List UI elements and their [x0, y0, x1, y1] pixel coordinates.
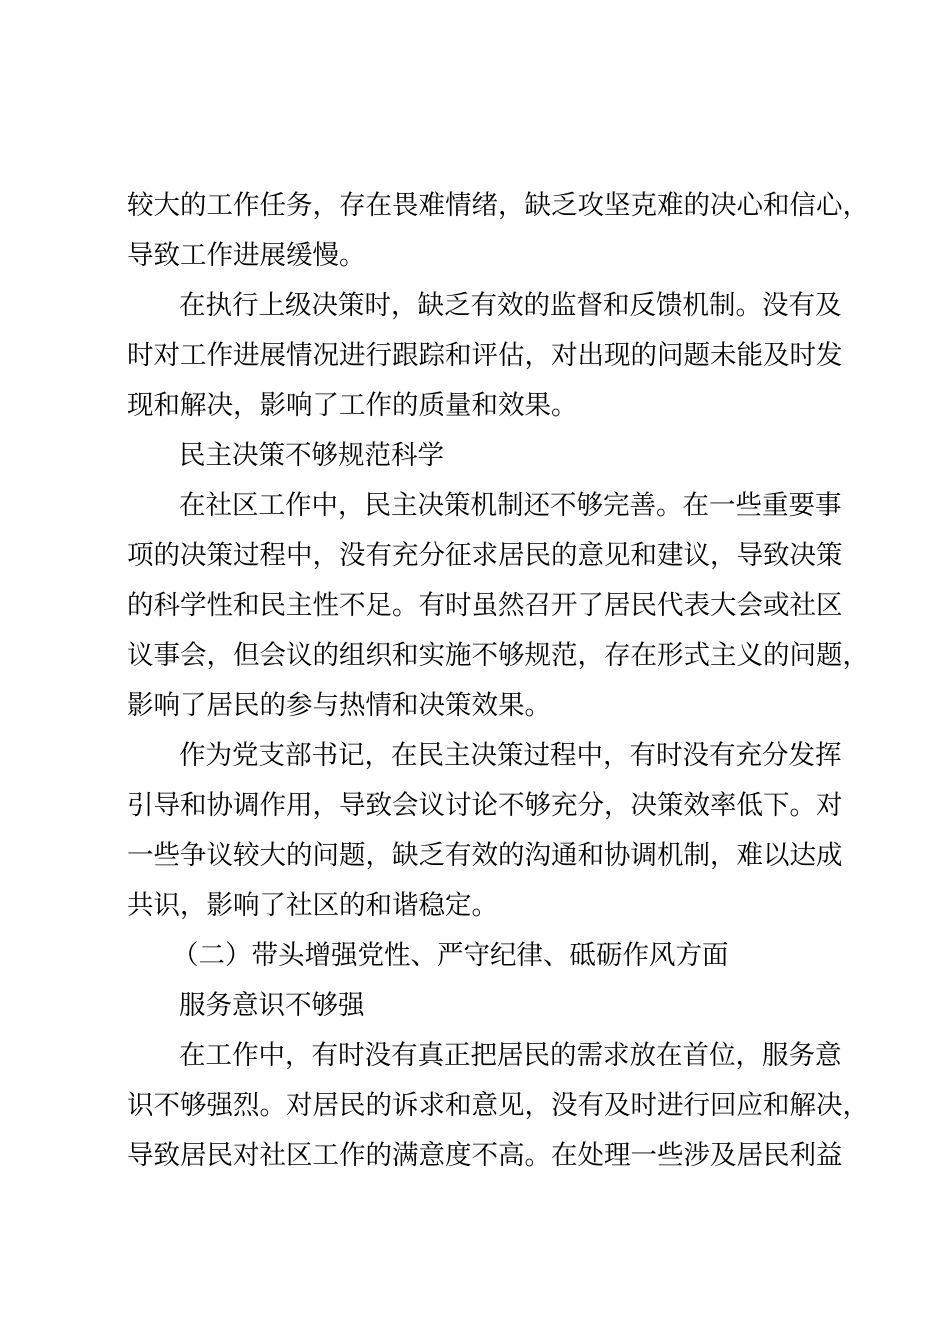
- body-text-line: 议事会，但会议的组织和实施不够规范，存在形式主义的问题，: [127, 640, 869, 671]
- body-text-line: 较大的工作任务，存在畏难情绪，缺乏攻坚克难的决心和信心，: [127, 190, 869, 221]
- paragraph-first-line: 在工作中，有时没有真正把居民的需求放在首位，服务意: [179, 1040, 842, 1071]
- body-text-line: 影响了居民的参与热情和决策效果。: [127, 690, 551, 721]
- paragraph-first-line: 在社区工作中，民主决策机制还不够完善。在一些重要事: [179, 490, 842, 521]
- subsection-heading: 民主决策不够规范科学: [179, 440, 444, 471]
- body-text-line: 导致工作进展缓慢。: [127, 240, 366, 271]
- subsection-heading: 服务意识不够强: [179, 990, 365, 1021]
- body-text-line: 一些争议较大的问题，缺乏有效的沟通和协调机制，难以达成: [127, 840, 843, 871]
- paragraph-first-line: 在执行上级决策时，缺乏有效的监督和反馈机制。没有及: [179, 290, 842, 321]
- body-text-line: 的科学性和民主性不足。有时虽然召开了居民代表大会或社区: [127, 590, 843, 621]
- body-text-line: 引导和协调作用，导致会议讨论不够充分，决策效率低下。对: [127, 790, 843, 821]
- body-text-line: 时对工作进展情况进行跟踪和评估，对出现的问题未能及时发: [127, 340, 843, 371]
- body-text-line: 项的决策过程中，没有充分征求居民的意见和建议，导致决策: [127, 540, 843, 571]
- body-text-line: 共识，影响了社区的和谐稳定。: [127, 890, 498, 921]
- body-text-line: 现和解决，影响了工作的质量和效果。: [127, 390, 578, 421]
- section-heading: （二）带头增强党性、严守纪律、砥砺作风方面: [172, 940, 729, 971]
- paragraph-first-line: 作为党支部书记，在民主决策过程中，有时没有充分发挥: [179, 740, 842, 771]
- body-text-line: 识不够强烈。对居民的诉求和意见，没有及时进行回应和解决，: [127, 1090, 869, 1121]
- body-text-line: 导致居民对社区工作的满意度不高。在处理一些涉及居民利益: [127, 1140, 843, 1171]
